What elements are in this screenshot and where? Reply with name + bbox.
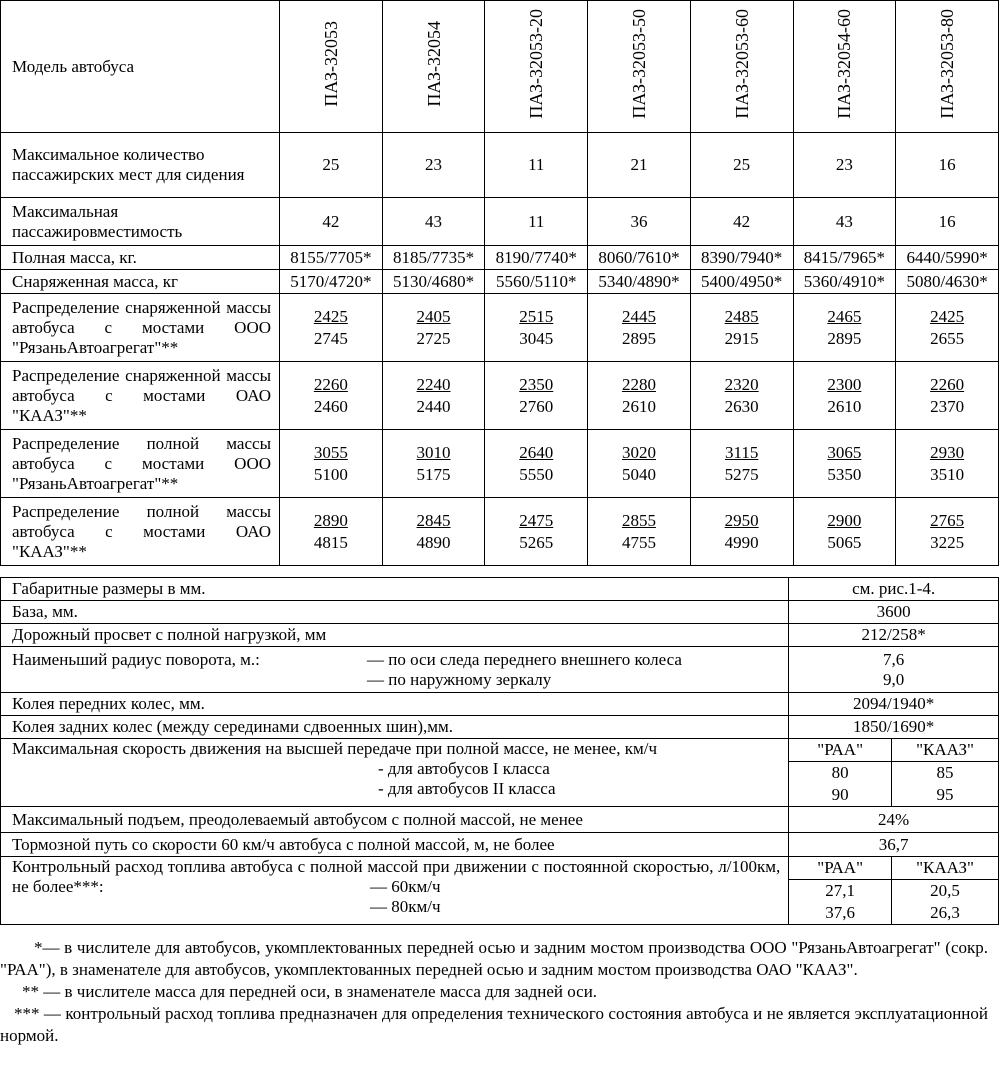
speed-sub1: - для автобусов I класса [378,759,550,778]
dist-curb-kaaz-row [1,362,999,430]
cell: 21 [588,133,691,198]
cell: 5170/4720* [280,270,383,294]
denominator: 4815 [313,532,348,552]
denominator: 2610 [621,396,656,416]
fraction-cell [485,294,588,362]
numerator: 3065 [827,442,862,462]
cell: 36 [588,198,691,246]
fraction-cell [690,430,793,498]
numerator: 2260 [930,374,965,394]
numerator: 2765 [930,510,965,530]
col-header-raa: "РАА" [789,739,892,762]
cell: 11 [485,198,588,246]
numerator: 2260 [313,374,348,394]
numerator: 2950 [724,510,759,530]
numerator: 2350 [519,374,554,394]
numerator: 2475 [519,510,554,530]
row-value: 80 [789,762,892,785]
row-value: 3600 [789,601,999,624]
full-mass-row [1,246,999,270]
denominator: 2440 [416,396,451,416]
radius-label-cell [1,647,789,693]
fraction-cell [588,294,691,362]
fraction-cell [793,294,896,362]
denominator: 5040 [621,464,656,484]
numerator: 2300 [827,374,862,394]
fraction-cell [382,430,485,498]
cell: 5360/4910* [793,270,896,294]
cell: 16 [896,198,999,246]
row-value: 1850/1690* [789,716,999,739]
cell: 23 [382,133,485,198]
numerator: 3115 [724,442,759,462]
denominator: 5265 [519,532,554,552]
fraction-cell [382,498,485,566]
fuel-sub1: — 60км/ч [370,877,441,896]
brake-row [1,833,999,857]
numerator: 2855 [621,510,656,530]
numerator: 2425 [930,306,965,326]
front-track-row [1,693,999,716]
seats-row [1,133,999,198]
fraction-cell [690,294,793,362]
denominator: 5275 [724,464,759,484]
row-value: 7,6 [882,649,905,669]
numerator: 2845 [416,510,451,530]
denominator: 3510 [930,464,965,484]
row-label: Распределение снаряженной массы автобуса с мостами ОАО "КААЗ"** [1,362,280,430]
cell: 5130/4680* [382,270,485,294]
header-row [1,1,999,133]
denominator: 5350 [827,464,862,484]
denominator: 2895 [827,328,862,348]
denominator: 5550 [519,464,554,484]
denominator: 4990 [724,532,759,552]
cell: 8415/7965* [793,246,896,270]
row-value: 36,7 [789,833,999,857]
fuel-label-cell [1,857,789,925]
model-col-2 [382,1,485,133]
denominator: 2760 [519,396,554,416]
fraction-cell [280,498,383,566]
fraction-cell [896,294,999,362]
model-name: ПАЗ-32054 [423,21,444,107]
denominator: 2460 [313,396,348,416]
denominator: 2725 [416,328,451,348]
cell: 6440/5990* [896,246,999,270]
fraction-cell [382,294,485,362]
row-value: 85 [892,762,999,785]
denominator: 5100 [313,464,348,484]
fraction-cell [485,362,588,430]
cell: 5080/4630* [896,270,999,294]
speed-sub2: - для автобусов II класса [378,779,556,798]
numerator: 2445 [621,306,656,326]
radius-sub2: — по наружному зеркалу [367,669,552,689]
fraction-cell [280,294,383,362]
fraction-cell [485,498,588,566]
numerator: 2515 [519,306,554,326]
row-label: Полная масса, кг. [1,246,280,270]
max-speed-label-cell [1,739,789,807]
cell: 16 [896,133,999,198]
row-value: 37,6 [789,902,892,925]
fraction-cell [896,362,999,430]
denominator: 2610 [827,396,862,416]
denominator: 3045 [519,328,554,348]
row-value: 20,5 [892,880,999,903]
row-label: Максимальная пассажировместимость [1,198,280,246]
fraction-cell [485,430,588,498]
fraction-cell [690,362,793,430]
col-header-kaaz: "КААЗ" [892,739,999,762]
fraction-cell [280,362,383,430]
denominator: 5065 [827,532,862,552]
dist-full-raa-row [1,430,999,498]
fraction-cell [896,430,999,498]
cell: 5340/4890* [588,270,691,294]
cell: 8190/7740* [485,246,588,270]
general-spec-table [0,577,999,925]
cell: 25 [690,133,793,198]
row-value: 90 [789,784,892,807]
denominator: 2745 [313,328,348,348]
numerator: 2640 [519,442,554,462]
row-label: Распределение снаряженной массы автобуса с мостами ООО "РязаньАвтоагрегат"** [1,294,280,362]
cell: 43 [382,198,485,246]
model-col-4 [588,1,691,133]
dist-full-kaaz-row [1,498,999,566]
row-label: Тормозной путь со скорости 60 км/ч автобуса с полной массой, м, не более [1,833,789,857]
cell: 8060/7610* [588,246,691,270]
row-value: 2094/1940* [789,693,999,716]
fraction-cell [588,430,691,498]
numerator: 2425 [313,306,348,326]
base-row [1,601,999,624]
row-label: Наименьший радиус поворота, м.: [12,649,260,669]
denominator: 2895 [621,328,656,348]
footnote-1: *— в числителе для автобусов, укомплектованных передней осью и задним мостом производства ООО "РязаньАвтоагрегат" (сокр. "РАА"), в знаменателе для автобусов, укомплектованных передней осью и задним мостом производства ОАО "КААЗ". [0,938,988,979]
model-col-7 [896,1,999,133]
fraction-cell [793,430,896,498]
model-col-6 [793,1,896,133]
cell: 43 [793,198,896,246]
fraction-cell [793,498,896,566]
radius-sub1: — по оси следа переднего внешнего колеса [367,649,682,669]
row-value: см. рис.1-4. [789,578,999,601]
model-name: ПАЗ-32054-60 [834,9,855,119]
curb-mass-row [1,270,999,294]
model-col-1 [280,1,383,133]
model-col-5 [690,1,793,133]
cell: 23 [793,133,896,198]
numerator: 3020 [621,442,656,462]
radius-row [1,647,999,693]
row-label: Дорожный просвет с полной нагрузкой, мм [1,624,789,647]
clearance-row [1,624,999,647]
radius-values [789,647,999,693]
footnotes [0,937,988,1047]
numerator: 2320 [724,374,759,394]
numerator: 2890 [313,510,348,530]
cell: 25 [280,133,383,198]
row-label: Габаритные размеры в мм. [1,578,789,601]
cell: 8390/7940* [690,246,793,270]
row-value: 24% [789,807,999,833]
numerator: 2485 [724,306,759,326]
row-label: Распределение полной массы автобуса с мостами ОАО "КААЗ"** [1,498,280,566]
fraction-cell [588,498,691,566]
fuel-sub2: — 80км/ч [370,897,441,916]
denominator: 3225 [930,532,965,552]
numerator: 3055 [313,442,348,462]
row-label: Максимальная скорость движения на высшей передаче при полной массе, не менее, км/ч [12,739,658,758]
fraction-cell [690,498,793,566]
row-value: 212/258* [789,624,999,647]
model-name: ПАЗ-32053 [320,21,341,107]
col-header-raa: "РАА" [789,857,892,880]
denominator: 2370 [930,396,965,416]
numerator: 2930 [930,442,965,462]
capacity-row [1,198,999,246]
col-header-kaaz: "КААЗ" [892,857,999,880]
numerator: 2900 [827,510,862,530]
row-label: Колея передних колес, мм. [1,693,789,716]
denominator: 5175 [416,464,451,484]
row-value: 9,0 [882,669,905,689]
model-name: ПАЗ-32053-20 [526,9,547,119]
model-header: Модель автобуса [1,1,280,133]
row-label: Распределение полной массы автобуса с мостами ООО "РязаньАвтоагрегат"** [1,430,280,498]
numerator: 3010 [416,442,451,462]
row-label: База, мм. [1,601,789,624]
numerator: 2405 [416,306,451,326]
fraction-cell [793,362,896,430]
model-name: ПАЗ-32053-80 [937,9,958,119]
denominator: 2630 [724,396,759,416]
numerator: 2280 [621,374,656,394]
cell: 42 [690,198,793,246]
denominator: 4755 [621,532,656,552]
model-name: ПАЗ-32053-60 [731,9,752,119]
denominator: 2915 [724,328,759,348]
row-label: Максимальный подъем, преодолеваемый автобусом с полной массой, не менее [1,807,789,833]
cell: 5560/5110* [485,270,588,294]
row-label: Колея задних колес (между серединами сдвоенных шин),мм. [1,716,789,739]
denominator: 4890 [416,532,451,552]
max-speed-row [1,739,999,762]
dims-row [1,578,999,601]
climb-row [1,807,999,833]
fuel-row [1,857,999,880]
row-value: 26,3 [892,902,999,925]
numerator: 2240 [416,374,451,394]
row-value: 27,1 [789,880,892,903]
row-label: Максимальное количество пассажирских мест для сидения [1,133,280,198]
denominator: 2655 [930,328,965,348]
row-label: Снаряженная масса, кг [1,270,280,294]
cell: 42 [280,198,383,246]
rear-track-row [1,716,999,739]
cell: 8155/7705* [280,246,383,270]
cell: 5400/4950* [690,270,793,294]
footnote-2: ** — в числителе масса для передней оси, в знаменателе масса для задней оси. [22,982,598,1001]
cell: 11 [485,133,588,198]
numerator: 2465 [827,306,862,326]
fraction-cell [588,362,691,430]
dist-curb-raa-row [1,294,999,362]
fraction-cell [896,498,999,566]
fraction-cell [382,362,485,430]
fraction-cell [280,430,383,498]
model-name: ПАЗ-32053-50 [628,9,649,119]
cell: 8185/7735* [382,246,485,270]
footnote-3: *** — контрольный расход топлива предназначен для определения технического состояния автобуса и не является эксплуатационной нормой. [0,1004,988,1045]
row-label: Контрольный расход топлива автобуса с полной массой при движении с постоянной скоростью, л/100км, не более***: [12,857,781,896]
model-col-3 [485,1,588,133]
row-value: 95 [892,784,999,807]
